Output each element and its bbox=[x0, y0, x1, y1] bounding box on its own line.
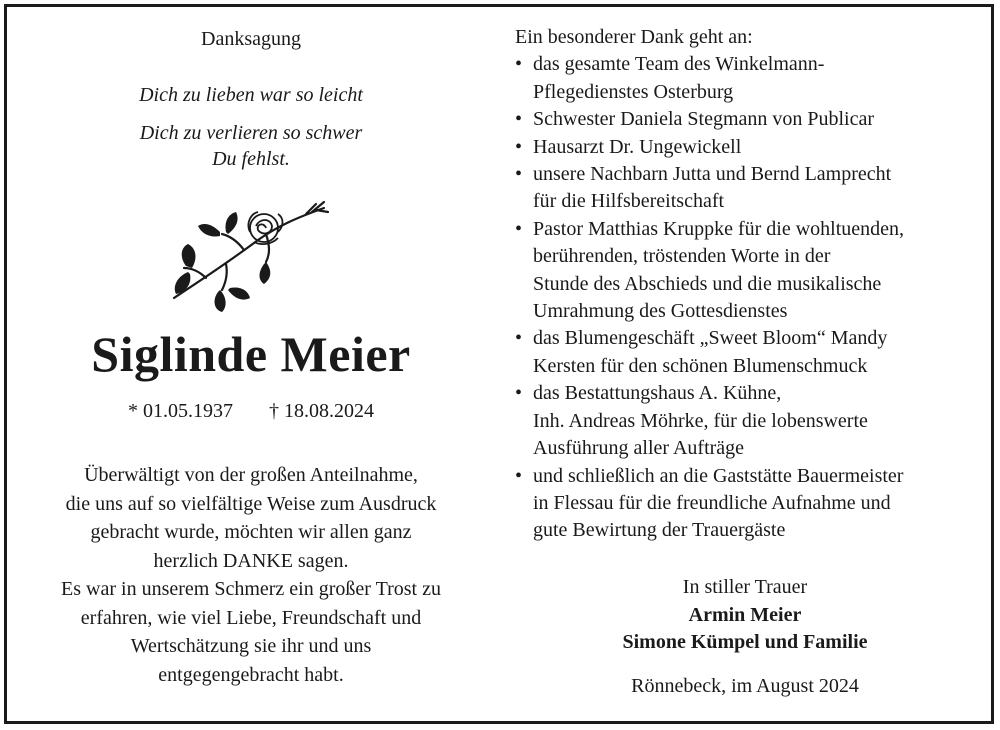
thanks-item-line: Inh. Andreas Möhrke, für die lobenswerte bbox=[533, 409, 868, 432]
thanks-item bbox=[515, 325, 975, 380]
thanks-item bbox=[515, 134, 975, 161]
thanks-paragraph bbox=[30, 461, 472, 689]
bullet: • bbox=[515, 108, 523, 131]
thanks-item-line: gute Bewirtung der Trauergäste bbox=[533, 519, 786, 542]
thanks-item bbox=[515, 106, 975, 133]
bullet: • bbox=[515, 53, 523, 76]
thanks-line: Wertschätzung sie ihr und uns bbox=[130, 635, 372, 657]
left-column bbox=[30, 20, 472, 689]
mourner-name-1: Armin Meier bbox=[688, 603, 802, 626]
notice-heading: Danksagung bbox=[201, 28, 301, 50]
thanks-item-line: das Blumengeschäft „Sweet Bloom“ Mandy bbox=[533, 327, 888, 350]
thanks-item-line: und schließlich an die Gaststätte Bauermeister bbox=[533, 464, 904, 487]
thanks-item-line: Pflegedienstes Osterburg bbox=[533, 80, 734, 103]
thanks-item-line: berührenden, tröstenden Worte in der bbox=[533, 245, 831, 268]
thanks-item bbox=[515, 463, 975, 545]
thanks-item-line: das Bestattungshaus A. Kühne, bbox=[533, 382, 782, 405]
mourning-line: In stiller Trauer bbox=[682, 576, 808, 598]
thanks-line: Überwältigt von der großen Anteilnahme, bbox=[84, 464, 418, 486]
place-date: Rönnebeck, im August 2024 bbox=[631, 674, 859, 697]
bullet: • bbox=[515, 464, 523, 487]
birth-date: * 01.05.1937 bbox=[128, 400, 233, 422]
thanks-item bbox=[515, 51, 975, 106]
thanks-item-line: das gesamte Team des Winkelmann- bbox=[533, 53, 825, 76]
bullet: • bbox=[515, 327, 523, 350]
thanks-item-line: Schwester Daniela Stegmann von Publicar bbox=[533, 108, 875, 131]
mourner-name-2: Simone Kümpel und Familie bbox=[622, 631, 868, 653]
thanks-line: Es war in unserem Schmerz ein großer Trost zu bbox=[61, 578, 441, 600]
thanks-item-line: Pastor Matthias Kruppke für die wohltuenden, bbox=[533, 217, 905, 240]
poem-line-3: Du fehlst. bbox=[212, 148, 290, 170]
thanks-item-line: Kersten für den schönen Blumenschmuck bbox=[533, 354, 868, 377]
thanks-line: entgegengebracht habt. bbox=[158, 663, 344, 686]
bullet: • bbox=[515, 135, 523, 158]
thanks-item-line: in Flessau für die freundliche Aufnahme und bbox=[533, 491, 891, 514]
thanks-item bbox=[515, 380, 975, 462]
bullet: • bbox=[515, 217, 523, 240]
thanks-line: gebracht wurde, möchten wir allen ganz bbox=[90, 521, 412, 543]
bullet: • bbox=[515, 163, 523, 186]
thanks-item-line: Umrahmung des Gottesdienstes bbox=[533, 300, 788, 323]
special-thanks-intro: Ein besonderer Dank geht an: bbox=[515, 26, 753, 48]
thanks-item bbox=[515, 161, 975, 216]
deceased-name: Siglinde Meier bbox=[91, 326, 411, 382]
thanks-item bbox=[515, 216, 975, 326]
thanks-item-line: für die Hilfsbereitschaft bbox=[533, 190, 725, 213]
life-dates bbox=[30, 398, 472, 424]
thanks-item-line: Stunde des Abschieds und die musikalische bbox=[533, 272, 882, 295]
right-column bbox=[515, 24, 975, 545]
thanks-item-line: Ausführung aller Aufträge bbox=[533, 437, 745, 460]
thanks-line: erfahren, wie viel Liebe, Freundschaft und bbox=[80, 606, 422, 629]
thanks-item-line: Hausarzt Dr. Ungewickell bbox=[533, 135, 742, 158]
thanks-line: die uns auf so vielfältige Weise zum Ausdruck bbox=[65, 492, 437, 515]
poem-line-2: Dich zu verlieren so schwer bbox=[139, 122, 363, 144]
signature-block bbox=[515, 574, 975, 700]
death-date: † 18.08.2024 bbox=[269, 400, 374, 422]
rose-icon bbox=[166, 198, 336, 314]
bullet: • bbox=[515, 382, 523, 405]
thanks-line: herzlich DANKE sagen. bbox=[153, 549, 349, 572]
thanks-item-line: unsere Nachbarn Jutta und Bernd Lamprecht bbox=[533, 163, 892, 186]
poem-line-1: Dich zu lieben war so leicht bbox=[139, 84, 363, 106]
